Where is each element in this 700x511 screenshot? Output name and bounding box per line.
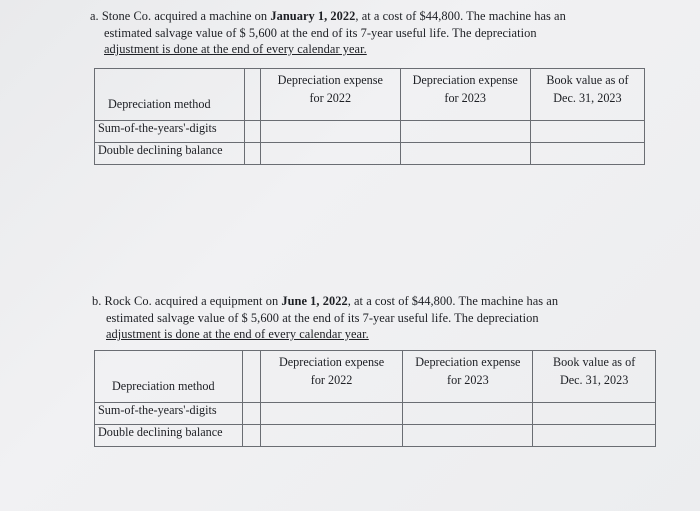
expense-2022-header — [261, 69, 401, 121]
part-b-text-intro: b. Rock Co. acquired a equipment on — [92, 294, 282, 308]
spacer-cell — [242, 351, 260, 403]
expense-2023-input-cell[interactable] — [403, 403, 533, 425]
method-header-cell — [95, 69, 245, 121]
spacer-cell — [242, 403, 260, 425]
method-header-cell — [95, 351, 243, 403]
part-a-line-3: adjustment is done at the end of every calendar year. — [104, 42, 367, 56]
part-b-depreciation-table — [94, 350, 656, 447]
expense-2022-input-cell[interactable] — [260, 425, 403, 447]
part-a-depreciation-table — [94, 68, 645, 165]
table-row — [95, 121, 645, 143]
header-line: Depreciation expense — [277, 73, 383, 87]
part-b-text-cost: , at a cost of $44,800. The machine has an — [347, 294, 559, 308]
part-b-problem-text — [92, 293, 558, 343]
spacer-cell — [242, 425, 260, 447]
expense-2023-input-cell[interactable] — [403, 425, 533, 447]
part-a-date: January 1, 2022 — [270, 9, 356, 23]
expense-2023-header — [403, 351, 533, 403]
expense-2023-input-cell[interactable] — [400, 121, 530, 143]
header-line: Depreciation expense — [412, 73, 518, 87]
header-line: for 2022 — [309, 91, 352, 105]
part-a-text-cost: , at a cost of $44,800. The machine has an — [355, 9, 566, 23]
table-row — [95, 403, 656, 425]
table-row — [95, 425, 656, 447]
row-label: Double declining balance — [95, 143, 245, 165]
expense-2022-input-cell[interactable] — [260, 403, 403, 425]
book-value-input-cell[interactable] — [530, 143, 644, 165]
method-header: Depreciation method — [112, 379, 215, 393]
header-line: Book value as of — [546, 73, 629, 87]
expense-2022-input-cell[interactable] — [261, 121, 401, 143]
part-b-line-1 — [92, 293, 558, 310]
header-line: Depreciation expense — [278, 355, 385, 369]
header-line: for 2023 — [444, 91, 487, 105]
spacer-cell — [244, 121, 260, 143]
header-line: Depreciation expense — [415, 355, 521, 369]
expense-2022-input-cell[interactable] — [261, 143, 401, 165]
table-header-row — [95, 69, 645, 121]
part-a-problem-text — [90, 8, 566, 58]
expense-2023-header — [400, 69, 530, 121]
table-row — [95, 143, 645, 165]
header-line: Dec. 31, 2023 — [553, 91, 622, 105]
book-value-input-cell[interactable] — [533, 425, 656, 447]
table-header-row — [95, 351, 656, 403]
method-header: Depreciation method — [108, 97, 211, 111]
header-line: Dec. 31, 2023 — [559, 373, 629, 387]
part-b-date: June 1, 2022 — [281, 294, 348, 308]
part-a-line-2: estimated salvage value of $ 5,600 at the end of its 7-year useful life. The depreciation — [104, 25, 537, 40]
header-line: Book value as of — [553, 355, 636, 369]
expense-2023-input-cell[interactable] — [400, 143, 530, 165]
spacer-cell — [244, 69, 260, 121]
book-value-input-cell[interactable] — [533, 403, 656, 425]
row-label: Double declining balance — [95, 425, 243, 447]
part-b-line-3: adjustment is done at the end of every calendar year. — [106, 327, 369, 341]
part-a-text-intro: a. Stone Co. acquired a machine on — [90, 9, 271, 23]
spacer-cell — [244, 143, 260, 165]
row-label: Sum-of-the-years'-digits — [95, 403, 243, 425]
row-label: Sum-of-the-years'-digits — [95, 121, 245, 143]
expense-2022-header — [260, 351, 403, 403]
book-value-input-cell[interactable] — [530, 121, 644, 143]
header-line: for 2023 — [447, 373, 489, 387]
book-value-header — [530, 69, 644, 121]
part-a-line-1 — [90, 8, 566, 25]
header-line: for 2022 — [310, 373, 353, 387]
book-value-header — [533, 351, 656, 403]
part-b-line-2: estimated salvage value of $ 5,600 at the end of its 7-year useful life. The depreciation — [106, 310, 539, 325]
